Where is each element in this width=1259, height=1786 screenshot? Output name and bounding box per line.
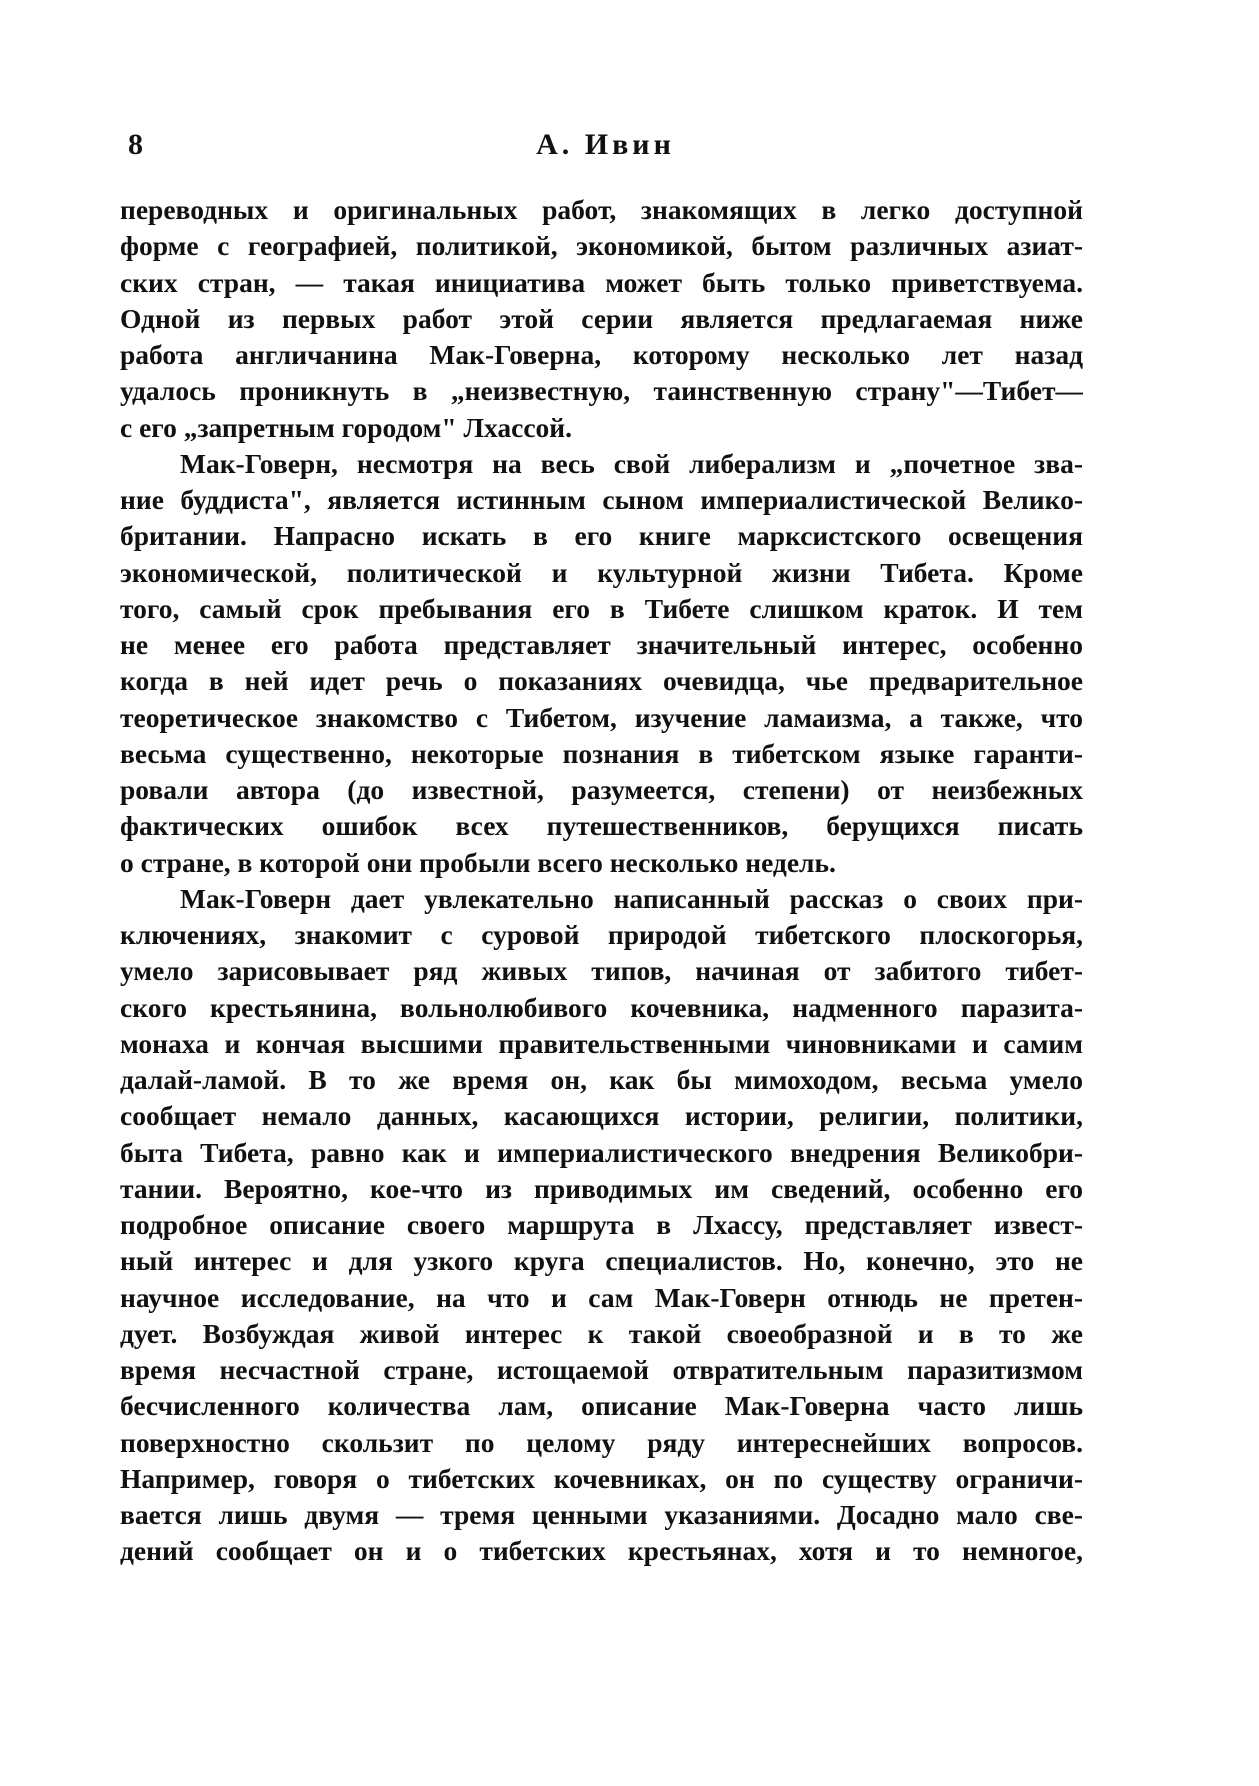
text-line: ный интерес и для узкого круга специалистов. Но, конечно, это не bbox=[120, 1245, 1083, 1277]
text-line: Мак-Говерн, несмотря на весь свой либерализм и „почетное зва- bbox=[180, 447, 1083, 479]
text-line: сообщает немало данных, касающихся истории, религии, политики, bbox=[120, 1100, 1083, 1132]
page-header bbox=[128, 128, 1083, 168]
text-line: вается лишь двумя — тремя ценными указаниями. Досадно мало све- bbox=[120, 1499, 1083, 1530]
text-line: Мак-Говерн дает увлекательно написанный рассказ о своих при- bbox=[180, 882, 1083, 914]
text-line: работа англичанина Мак-Говерна, которому несколько лет назад bbox=[120, 339, 1083, 370]
text-line: далай-ламой. В то же время он, как бы мимоходом, весьма умело bbox=[120, 1064, 1083, 1095]
text-line: весьма существенно, некоторые познания в тибетском языке гаранти- bbox=[120, 737, 1083, 769]
page-number: 8 bbox=[128, 128, 143, 161]
text-line: теоретическое знакомство с Тибетом, изучение ламаизма, а также, что bbox=[120, 701, 1083, 733]
text-line: о стране, в которой они пробыли всего несколько недель. bbox=[120, 846, 836, 878]
text-line: экономической, политической и культурной жизни Тибета. Кроме bbox=[120, 556, 1083, 588]
text-line: того, самый срок пребывания его в Тибете слишком краток. И тем bbox=[120, 592, 1083, 624]
text-line: Одной из первых работ этой серии является предлагаемая ниже bbox=[120, 302, 1083, 334]
text-line: научное исследование, на что и сам Мак-Говерн отнюдь не претен- bbox=[120, 1281, 1083, 1313]
text-line: тании. Вероятно, кое-что из приводимых им сведений, особенно его bbox=[120, 1172, 1083, 1204]
text-line: быта Тибета, равно как и империалистического внедрения Великобри- bbox=[120, 1136, 1083, 1168]
text-line: ских стран, — такая инициатива может быть только приветствуема. bbox=[120, 266, 1083, 298]
text-line: с его „запретным городом" Лхассой. bbox=[120, 411, 573, 443]
text-line: дений сообщает он и о тибетских крестьянах, хотя и то немногое, bbox=[120, 1535, 1083, 1567]
text-line: бесчисленного количества лам, описание Мак-Говерна часто лишь bbox=[120, 1390, 1083, 1422]
body-text bbox=[120, 192, 1083, 1570]
text-line: ровали автора (до известной, разумеется, степени) от неизбежных bbox=[120, 774, 1083, 805]
text-line: подробное описание своего маршрута в Лхассу, представляет извест- bbox=[120, 1209, 1083, 1240]
running-title: А. Ивин bbox=[536, 128, 675, 161]
text-line: ключениях, знакомит с суровой природой тибетского плоскогорья, bbox=[120, 919, 1083, 950]
text-line: переводных и оригинальных работ, знакомящих в легко доступной bbox=[120, 194, 1083, 225]
text-line: монаха и кончая высшими правительственными чиновниками и самим bbox=[120, 1027, 1083, 1059]
text-line: ние буддиста", является истинным сыном империалистической Велико- bbox=[120, 484, 1083, 515]
text-line: Например, говоря о тибетских кочевниках, он по существу ограничи- bbox=[120, 1462, 1083, 1494]
text-line: не менее его работа представляет значительный интерес, особенно bbox=[120, 629, 1083, 660]
text-line: ского крестьянина, вольнолюбивого кочевника, надменного паразита- bbox=[120, 991, 1083, 1023]
text-line: удалось проникнуть в „неизвестную, таинственную страну"—Тибет— bbox=[120, 375, 1083, 407]
text-line: фактических ошибок всех путешественников, берущихся писать bbox=[120, 810, 1083, 842]
text-line: британии. Напрасно искать в его книге марксистского освещения bbox=[120, 520, 1083, 552]
text-line: дует. Возбуждая живой интерес к такой своеобразной и в то же bbox=[120, 1317, 1083, 1349]
text-line: поверхностно скользит по целому ряду интереснейших вопросов. bbox=[120, 1426, 1083, 1458]
text-line: время несчастной стране, истощаемой отвратительным паразитизмом bbox=[120, 1354, 1083, 1385]
text-line: когда в ней идет речь о показаниях очевидца, чье предварительное bbox=[120, 665, 1083, 697]
text-line: форме с географией, политикой, экономикой, бытом различных азиат- bbox=[120, 230, 1083, 262]
text-line: умело зарисовывает ряд живых типов, начиная от забитого тибет- bbox=[120, 955, 1083, 987]
